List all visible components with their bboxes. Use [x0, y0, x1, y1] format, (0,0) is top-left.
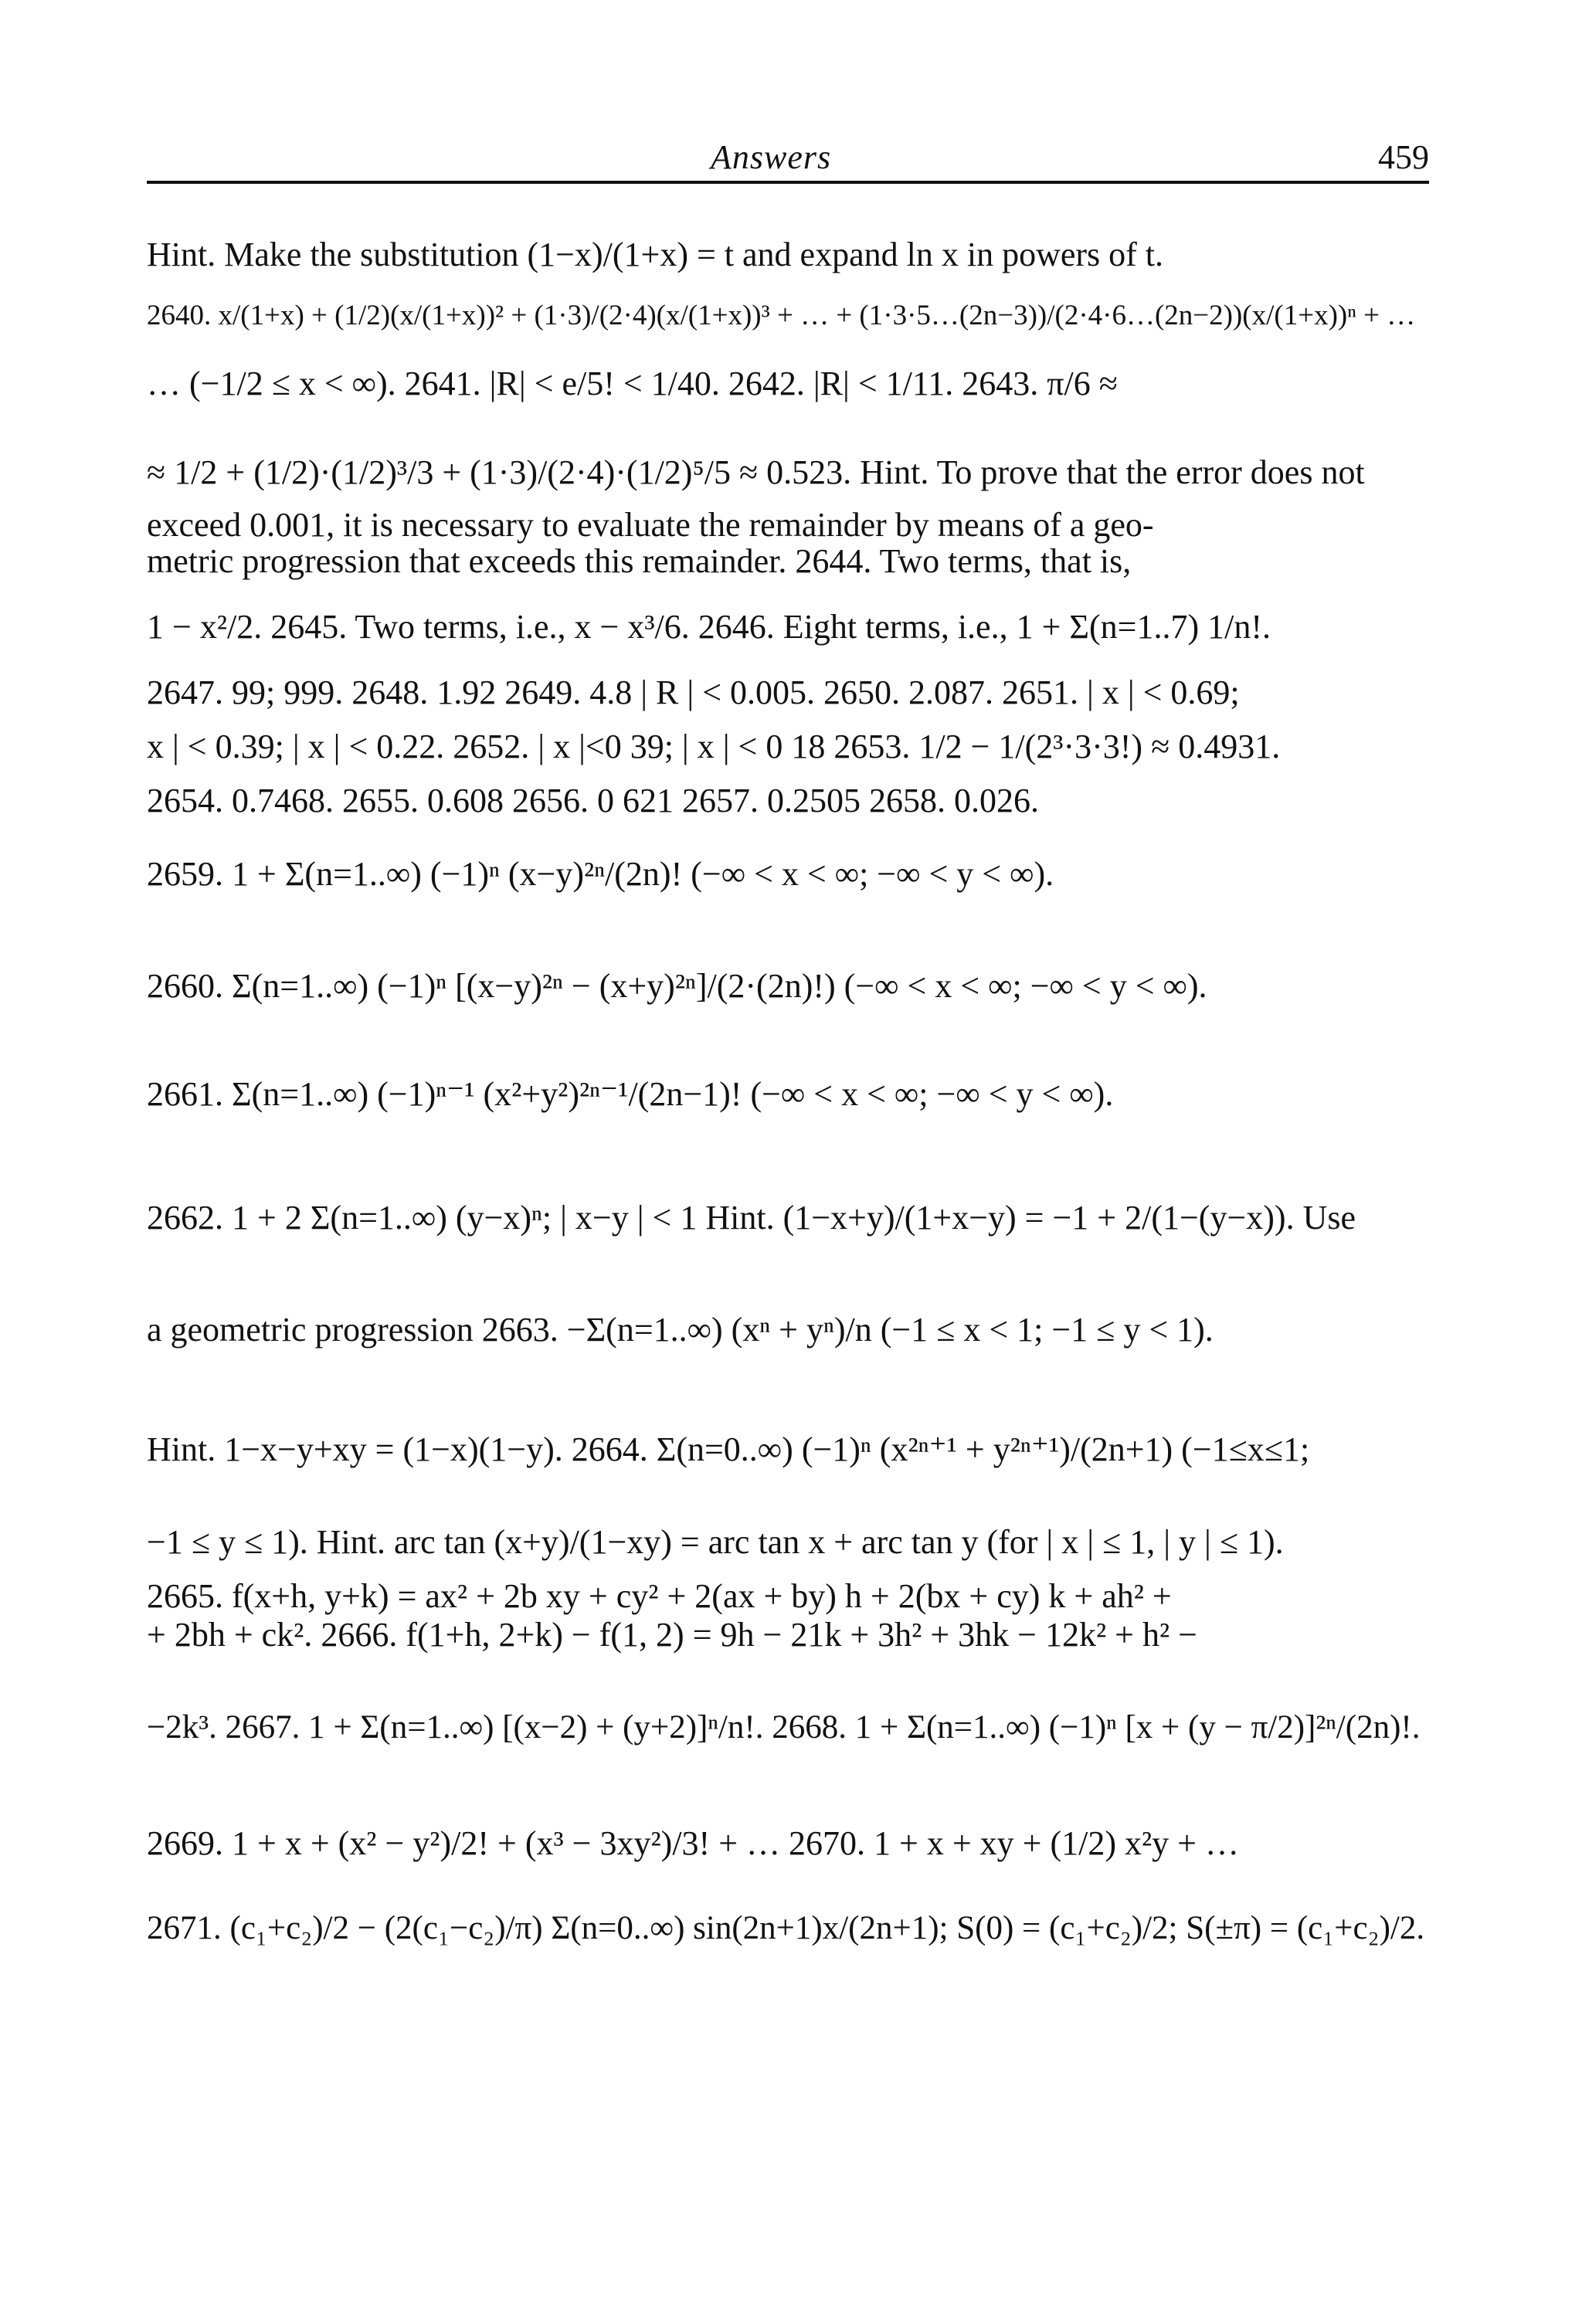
- text-line: 2661. Σ(n=1..∞) (−1)ⁿ⁻¹ (x²+y²)²ⁿ⁻¹/(2n−1)! (−∞ < x < ∞; −∞ < y < ∞).: [147, 1075, 1114, 1113]
- text-line: Hint. 1−x−y+xy = (1−x)(1−y). 2664. Σ(n=0..∞) (−1)ⁿ (x²ⁿ⁺¹ + y²ⁿ⁺¹)/(2n+1) (−1≤x≤1;: [147, 1430, 1310, 1468]
- running-header: [147, 131, 1429, 185]
- running-title: Answers: [711, 138, 832, 176]
- text-line: −2k³. 2667. 1 + Σ(n=1..∞) [(x−2) + (y+2)]ⁿ/n!. 2668. 1 + Σ(n=1..∞) (−1)ⁿ [x + (y − π/2)]²ⁿ/(2n)!.: [147, 1709, 1421, 1746]
- text-line: ≈ 1/2 + (1/2)·(1/2)³/3 + (1·3)/(2·4)·(1/2)⁵/5 ≈ 0.523. Hint. To prove that the error does not: [147, 453, 1365, 491]
- text-line: Hint. Make the substitution (1−x)/(1+x) = t and expand ln x in powers of t.: [147, 236, 1164, 273]
- text-line: 2660. Σ(n=1..∞) (−1)ⁿ [(x−y)²ⁿ − (x+y)²ⁿ]/(2·(2n)!) (−∞ < x < ∞; −∞ < y < ∞).: [147, 967, 1207, 1005]
- text-line: 2662. 1 + 2 Σ(n=1..∞) (y−x)ⁿ; | x−y | < 1 Hint. (1−x+y)/(1+x−y) = −1 + 2/(1−(y−x)). Use: [147, 1199, 1356, 1237]
- text-line: 2669. 1 + x + (x² − y²)/2! + (x³ − 3xy²)/3! + … 2670. 1 + x + xy + (1/2) x²y + …: [147, 1824, 1239, 1862]
- text-line: 2640. x/(1+x) + (1/2)(x/(1+x))² + (1·3)/(2·4)(x/(1+x))³ + … + (1·3·5…(2n−3))/(2·4·6…(2n−2))(x/(1+x))ⁿ + …: [147, 300, 1416, 331]
- text-line: 2671. (c₁+c₂)/2 − (2(c₁−c₂)/π) Σ(n=0..∞) sin(2n+1)x/(2n+1); S(0) = (c₁+c₂)/2; S(±π) = (c₁+c₂)/2.: [147, 1910, 1425, 1946]
- text-line: a geometric progression 2663. −Σ(n=1..∞) (xⁿ + yⁿ)/n (−1 ≤ x < 1; −1 ≤ y < 1).: [147, 1311, 1214, 1349]
- text-line: + 2bh + ck². 2666. f(1+h, 2+k) − f(1, 2) = 9h − 21k + 3h² + 3hk − 12k² + h² −: [147, 1616, 1197, 1654]
- text-line: −1 ≤ y ≤ 1). Hint. arc tan (x+y)/(1−xy) = arc tan x + arc tan y (for | x | ≤ 1, | y | ≤ 1).: [147, 1523, 1284, 1561]
- text-line: x | < 0.39; | x | < 0.22. 2652. | x |<0 39; | x | < 0 18 2653. 1/2 − 1/(2³·3·3!) ≈ 0.4931.: [147, 728, 1281, 765]
- text-line: 2654. 0.7468. 2655. 0.608 2656. 0 621 2657. 0.2505 2658. 0.026.: [147, 782, 1039, 819]
- text-line: 2647. 99; 999. 2648. 1.92 2649. 4.8 | R | < 0.005. 2650. 2.087. 2651. | x | < 0.69;: [147, 673, 1240, 711]
- text-line: exceed 0.001, it is necessary to evaluate the remainder by means of a geo-: [147, 506, 1154, 544]
- text-line: 1 − x²/2. 2645. Two terms, i.e., x − x³/6. 2646. Eight terms, i.e., 1 + Σ(n=1..7) 1/n!.: [147, 608, 1271, 646]
- text-line: 2665. f(x+h, y+k) = ax² + 2b xy + cy² + 2(ax + by) h + 2(bx + cy) k + ah² +: [147, 1577, 1172, 1615]
- header-rule: [147, 181, 1429, 184]
- text-line: metric progression that exceeds this remainder. 2644. Two terms, that is,: [147, 542, 1132, 580]
- text-line: 2659. 1 + Σ(n=1..∞) (−1)ⁿ (x−y)²ⁿ/(2n)! (−∞ < x < ∞; −∞ < y < ∞).: [147, 855, 1054, 893]
- page-number: 459: [1378, 138, 1429, 176]
- text-line: … (−1/2 ≤ x < ∞). 2641. |R| < e/5! < 1/40. 2642. |R| < 1/11. 2643. π/6 ≈: [147, 365, 1118, 402]
